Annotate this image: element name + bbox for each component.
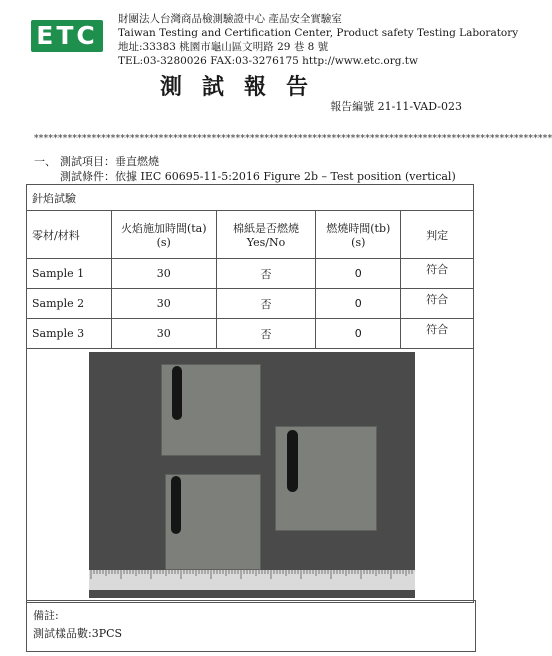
cell-verdict: 符合 (401, 289, 474, 319)
sample-count: 測試樣品數:3PCS (33, 627, 123, 640)
table-row (27, 319, 474, 349)
org-name-zh: 財團法人台灣商品檢測驗證中心 產品安全實驗室 (118, 13, 342, 25)
header-burn-time: 燃燒時間(tb) (s) (316, 211, 401, 259)
ruler-ticks (89, 570, 415, 590)
sample-photo (89, 352, 415, 598)
cell-verdict: 符合 (401, 319, 474, 349)
cell-burn-time: 0 (316, 319, 401, 349)
section-number: 一、 (34, 155, 56, 168)
table-row (27, 259, 474, 289)
separator-line: ************************************************************************************************************ (34, 134, 552, 144)
cell-flame-time: 30 (111, 289, 216, 319)
etc-logo: ETC (31, 20, 103, 52)
cell-part: Sample 3 (27, 319, 112, 349)
org-address: 地址:33383 桃園市龜山區文明路 29 巷 8 號 (118, 41, 329, 53)
org-contact: TEL:03-3280026 FAX:03-3276175 http://www.etc.org.tw (118, 55, 419, 67)
header-verdict: 判定 (401, 211, 474, 259)
cell-part: Sample 1 (27, 259, 112, 289)
cell-flame-time: 30 (111, 259, 216, 289)
remarks-box (26, 600, 476, 652)
cell-burn-time: 0 (316, 259, 401, 289)
report-title: 測試報告 (159, 74, 328, 100)
burn-mark (172, 366, 182, 420)
cell-tissue: 否 (216, 259, 316, 289)
org-name-en: Taiwan Testing and Certification Center, Product safety Testing Laboratory (118, 27, 519, 39)
table-row (27, 289, 474, 319)
test-condition: 測試條件：依據 IEC 60695-11-5:2016 Figure 2b – Test position (vertical) (60, 170, 456, 183)
test-item: 測試項目：垂直燃燒 (60, 155, 159, 168)
header-flame-time: 火焰施加時間(ta) (s) (111, 211, 216, 259)
report-number: 報告編號 21-11-VAD-023 (330, 100, 462, 113)
cell-part: Sample 2 (27, 289, 112, 319)
remarks-label: 備註: (33, 609, 59, 622)
cell-tissue: 否 (216, 289, 316, 319)
cell-burn-time: 0 (316, 289, 401, 319)
ruler (89, 570, 415, 590)
burn-mark (171, 476, 181, 534)
cell-verdict: 符合 (401, 259, 474, 289)
table-group-title: 針焰試驗 (27, 185, 474, 211)
cell-flame-time: 30 (111, 319, 216, 349)
burn-mark (287, 430, 298, 492)
header-part: 零材/材料 (27, 211, 112, 259)
cell-tissue: 否 (216, 319, 316, 349)
header-tissue: 棉紙是否燃燒 Yes/No (216, 211, 316, 259)
